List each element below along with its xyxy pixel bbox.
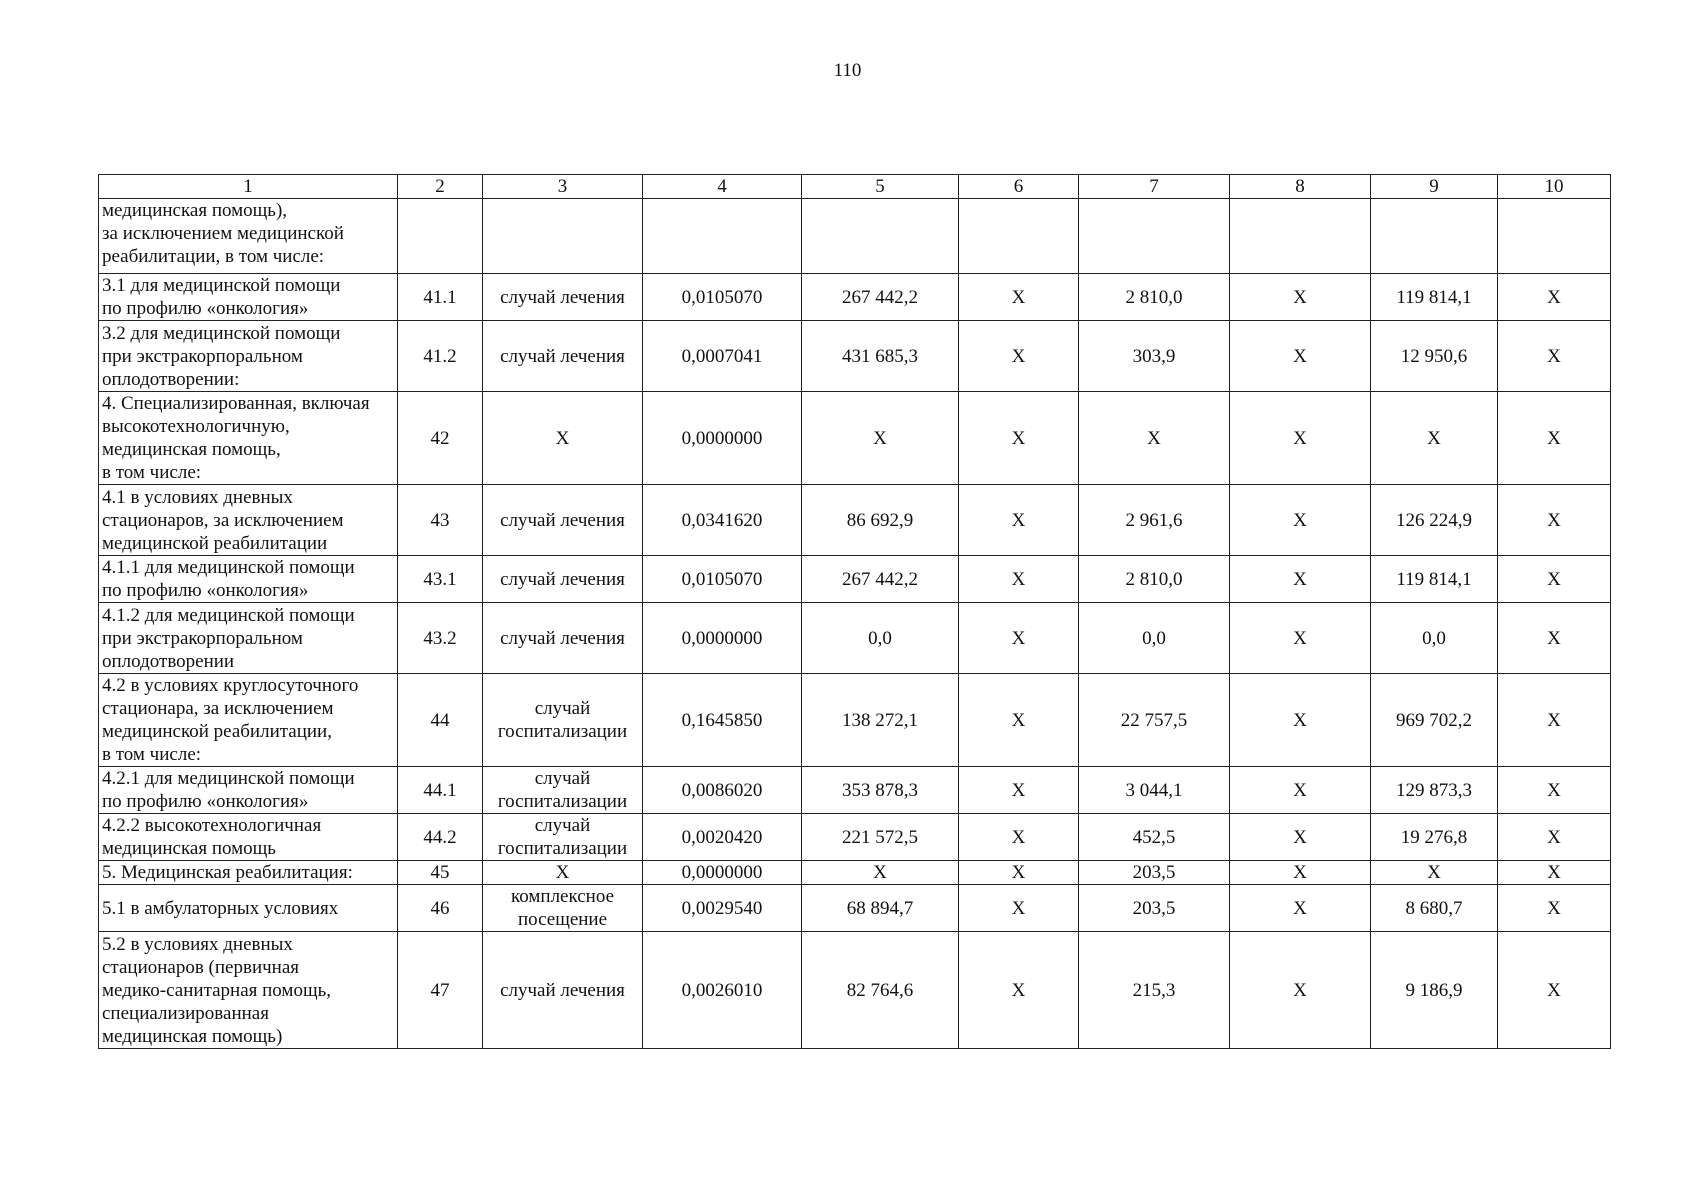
- value-cell: 0,0: [1079, 603, 1230, 674]
- value-cell: Х: [1498, 392, 1611, 485]
- value-cell: 0,0086020: [643, 767, 802, 814]
- value-cell: 221 572,5: [802, 814, 959, 861]
- column-header: 8: [1230, 175, 1371, 199]
- value-cell: Х: [802, 861, 959, 885]
- row-code: 45: [398, 861, 483, 885]
- value-cell: Х: [959, 485, 1079, 556]
- row-label: 4.2.1 для медицинской помощи по профилю «онкология»: [99, 767, 398, 814]
- row-code: 43.1: [398, 556, 483, 603]
- row-label: 3.2 для медицинской помощи при экстракорпоральном оплодотворении:: [99, 321, 398, 392]
- value-cell: Х: [959, 814, 1079, 861]
- value-cell: 22 757,5: [1079, 674, 1230, 767]
- value-cell: 8 680,7: [1371, 885, 1498, 932]
- value-cell: Х: [1498, 814, 1611, 861]
- unit-cell: случай лечения: [483, 321, 643, 392]
- value-cell: Х: [1498, 674, 1611, 767]
- value-cell: 0,1645850: [643, 674, 802, 767]
- value-cell: Х: [1230, 603, 1371, 674]
- value-cell: Х: [959, 321, 1079, 392]
- value-cell: [643, 199, 802, 274]
- value-cell: Х: [1498, 603, 1611, 674]
- row-code: 47: [398, 932, 483, 1049]
- unit-cell: случай лечения: [483, 603, 643, 674]
- value-cell: 0,0000000: [643, 392, 802, 485]
- value-cell: Х: [1230, 814, 1371, 861]
- value-cell: 452,5: [1079, 814, 1230, 861]
- value-cell: 2 961,6: [1079, 485, 1230, 556]
- row-label: 4.2.2 высокотехнологичная медицинская помощь: [99, 814, 398, 861]
- unit-cell: случай госпитализации: [483, 767, 643, 814]
- value-cell: 0,0105070: [643, 274, 802, 321]
- column-header: 5: [802, 175, 959, 199]
- value-cell: Х: [959, 603, 1079, 674]
- value-cell: 126 224,9: [1371, 485, 1498, 556]
- value-cell: Х: [1230, 932, 1371, 1049]
- table-body: [99, 175, 1611, 1049]
- unit-cell: [483, 199, 643, 274]
- column-header: 6: [959, 175, 1079, 199]
- value-cell: Х: [1498, 556, 1611, 603]
- table-row: [99, 603, 1611, 674]
- value-cell: 82 764,6: [802, 932, 959, 1049]
- value-cell: Х: [1079, 392, 1230, 485]
- value-cell: 0,0: [1371, 603, 1498, 674]
- value-cell: 969 702,2: [1371, 674, 1498, 767]
- value-cell: Х: [1498, 485, 1611, 556]
- value-cell: 119 814,1: [1371, 274, 1498, 321]
- value-cell: [1371, 199, 1498, 274]
- table-row: [99, 814, 1611, 861]
- row-label: 5.2 в условиях дневных стационаров (первичная медико-санитарная помощь, специализированная медицинская помощь): [99, 932, 398, 1049]
- column-header: 1: [99, 175, 398, 199]
- value-cell: 129 873,3: [1371, 767, 1498, 814]
- value-cell: 0,0: [802, 603, 959, 674]
- value-cell: Х: [1498, 885, 1611, 932]
- row-code: 42: [398, 392, 483, 485]
- table-row: [99, 556, 1611, 603]
- value-cell: 19 276,8: [1371, 814, 1498, 861]
- value-cell: 86 692,9: [802, 485, 959, 556]
- value-cell: Х: [1498, 321, 1611, 392]
- table-row: [99, 932, 1611, 1049]
- value-cell: Х: [1230, 674, 1371, 767]
- value-cell: Х: [1230, 885, 1371, 932]
- value-cell: 2 810,0: [1079, 274, 1230, 321]
- value-cell: Х: [1230, 321, 1371, 392]
- value-cell: Х: [959, 861, 1079, 885]
- data-table: [98, 174, 1611, 1049]
- value-cell: Х: [1230, 861, 1371, 885]
- value-cell: Х: [959, 767, 1079, 814]
- unit-cell: случай лечения: [483, 932, 643, 1049]
- row-code: [398, 199, 483, 274]
- value-cell: 2 810,0: [1079, 556, 1230, 603]
- column-header: 9: [1371, 175, 1498, 199]
- value-cell: Х: [959, 674, 1079, 767]
- value-cell: 267 442,2: [802, 556, 959, 603]
- value-cell: 215,3: [1079, 932, 1230, 1049]
- table-row: [99, 274, 1611, 321]
- value-cell: 353 878,3: [802, 767, 959, 814]
- value-cell: Х: [1230, 556, 1371, 603]
- unit-cell: случай госпитализации: [483, 674, 643, 767]
- row-label: 3.1 для медицинской помощи по профилю «онкология»: [99, 274, 398, 321]
- row-label: 4.1 в условиях дневных стационаров, за исключением медицинской реабилитации: [99, 485, 398, 556]
- row-code: 41.1: [398, 274, 483, 321]
- row-label: 4. Специализированная, включая высокотехнологичную, медицинская помощь, в том числе:: [99, 392, 398, 485]
- value-cell: 0,0020420: [643, 814, 802, 861]
- table-header-row: [99, 175, 1611, 199]
- table-row: [99, 321, 1611, 392]
- value-cell: 431 685,3: [802, 321, 959, 392]
- value-cell: Х: [1371, 392, 1498, 485]
- row-label: 5.1 в амбулаторных условиях: [99, 885, 398, 932]
- value-cell: 68 894,7: [802, 885, 959, 932]
- value-cell: 0,0007041: [643, 321, 802, 392]
- column-header: 4: [643, 175, 802, 199]
- value-cell: Х: [1230, 767, 1371, 814]
- value-cell: 203,5: [1079, 885, 1230, 932]
- value-cell: 138 272,1: [802, 674, 959, 767]
- value-cell: Х: [959, 932, 1079, 1049]
- row-code: 44.2: [398, 814, 483, 861]
- column-header: 7: [1079, 175, 1230, 199]
- row-code: 41.2: [398, 321, 483, 392]
- value-cell: Х: [1230, 485, 1371, 556]
- row-code: 43.2: [398, 603, 483, 674]
- table-row: [99, 767, 1611, 814]
- value-cell: 203,5: [1079, 861, 1230, 885]
- unit-cell: Х: [483, 861, 643, 885]
- value-cell: Х: [1498, 932, 1611, 1049]
- row-code: 44: [398, 674, 483, 767]
- value-cell: Х: [1371, 861, 1498, 885]
- value-cell: 9 186,9: [1371, 932, 1498, 1049]
- table-row: [99, 885, 1611, 932]
- value-cell: 3 044,1: [1079, 767, 1230, 814]
- value-cell: Х: [959, 392, 1079, 485]
- value-cell: 0,0105070: [643, 556, 802, 603]
- row-label: 5. Медицинская реабилитация:: [99, 861, 398, 885]
- unit-cell: Х: [483, 392, 643, 485]
- value-cell: 0,0029540: [643, 885, 802, 932]
- value-cell: Х: [1230, 392, 1371, 485]
- value-cell: [959, 199, 1079, 274]
- value-cell: Х: [1230, 274, 1371, 321]
- value-cell: Х: [959, 885, 1079, 932]
- table-row: [99, 392, 1611, 485]
- page-number: 110: [833, 60, 862, 81]
- value-cell: 303,9: [1079, 321, 1230, 392]
- value-cell: Х: [959, 274, 1079, 321]
- value-cell: [1230, 199, 1371, 274]
- row-code: 44.1: [398, 767, 483, 814]
- row-code: 43: [398, 485, 483, 556]
- value-cell: Х: [1498, 767, 1611, 814]
- value-cell: 0,0341620: [643, 485, 802, 556]
- value-cell: [1079, 199, 1230, 274]
- unit-cell: комплексное посещение: [483, 885, 643, 932]
- value-cell: 0,0000000: [643, 603, 802, 674]
- column-header: 10: [1498, 175, 1611, 199]
- value-cell: Х: [1498, 861, 1611, 885]
- value-cell: [1498, 199, 1611, 274]
- row-label: 4.1.2 для медицинской помощи при экстракорпоральном оплодотворении: [99, 603, 398, 674]
- table-row: [99, 674, 1611, 767]
- unit-cell: случай лечения: [483, 274, 643, 321]
- value-cell: 119 814,1: [1371, 556, 1498, 603]
- value-cell: Х: [1498, 274, 1611, 321]
- table-row: [99, 199, 1611, 274]
- value-cell: 0,0000000: [643, 861, 802, 885]
- table-row: [99, 485, 1611, 556]
- value-cell: 0,0026010: [643, 932, 802, 1049]
- column-header: 3: [483, 175, 643, 199]
- table-row: [99, 861, 1611, 885]
- row-label: 4.2 в условиях круглосуточного стационара, за исключением медицинской реабилитации, в том числе:: [99, 674, 398, 767]
- unit-cell: случай лечения: [483, 485, 643, 556]
- row-label: 4.1.1 для медицинской помощи по профилю «онкология»: [99, 556, 398, 603]
- value-cell: [802, 199, 959, 274]
- value-cell: Х: [959, 556, 1079, 603]
- value-cell: 267 442,2: [802, 274, 959, 321]
- value-cell: Х: [802, 392, 959, 485]
- unit-cell: случай лечения: [483, 556, 643, 603]
- unit-cell: случай госпитализации: [483, 814, 643, 861]
- row-label: медицинская помощь), за исключением медицинской реабилитации, в том числе:: [99, 199, 398, 274]
- value-cell: 12 950,6: [1371, 321, 1498, 392]
- column-header: 2: [398, 175, 483, 199]
- row-code: 46: [398, 885, 483, 932]
